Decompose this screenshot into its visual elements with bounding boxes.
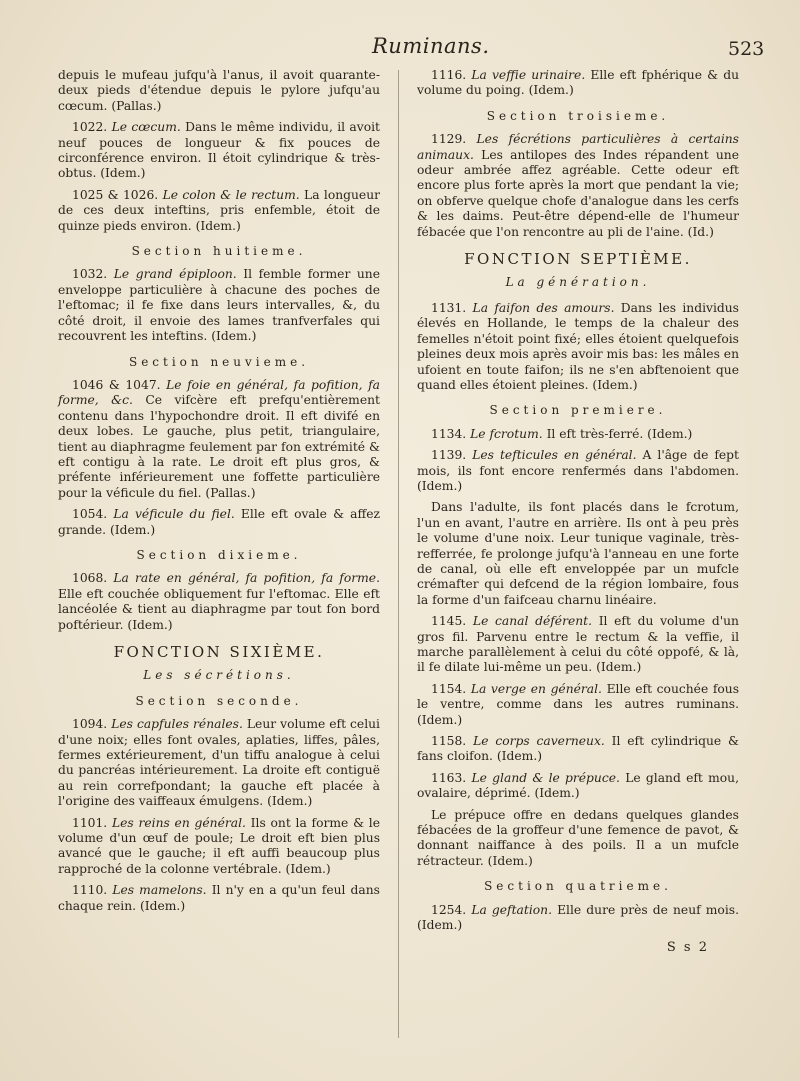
entry-title: La geftation. bbox=[471, 902, 552, 917]
entry-1154 bbox=[417, 682, 739, 728]
left-column bbox=[58, 68, 380, 920]
entry-title: Le corps caverneux. bbox=[473, 734, 605, 749]
entry-title: Les tefticules en général. bbox=[472, 448, 637, 463]
entry-1134 bbox=[417, 427, 739, 442]
section-heading: Section huitieme. bbox=[131, 244, 307, 259]
entry-number: 1129. bbox=[431, 132, 467, 147]
entry-text: Elle eft couchée fous le ventre, comme dans les autres ruminans. (Idem.) bbox=[417, 681, 739, 727]
section-heading: Section neuvieme. bbox=[128, 354, 310, 369]
entry-text: Elle dure près de neuf mois. (Idem.) bbox=[417, 902, 739, 933]
entry-1094 bbox=[58, 717, 380, 809]
entry-title: La véficule du fiel. bbox=[113, 507, 235, 522]
entry-title: Le fcrotum. bbox=[470, 426, 543, 441]
entry-text: Il femble former une enveloppe particulière à chacune des poches de l'eftomac; il fe fixe dans leurs intervalles, &, du côté droit, il envoie des lames tranfverfales qui recouvrent les inteftins. (Idem.) bbox=[58, 267, 381, 344]
entry-title: Les mamelons. bbox=[112, 883, 207, 898]
entry-number: 1139. bbox=[431, 448, 467, 463]
entry-number: 1145. bbox=[431, 614, 467, 629]
entry-title: La verge en général. bbox=[470, 681, 602, 696]
entry-text: Il n'y en a qu'un feul dans chaque rein. (Idem.) bbox=[58, 883, 380, 913]
entry-number: 1022. bbox=[72, 120, 108, 135]
entry-text: Dans le même individu, il avoit neuf pouces de longueur & fix pouces de circonférence environ. Il étoit cylindrique & très-obtus. (Idem.) bbox=[58, 120, 380, 181]
entry-1032 bbox=[58, 267, 380, 344]
entry-text: Il eft du volume d'un gros fil. Parvenu entre le rectum & la veffie, il marche parallèlement à celui du côté oppofé, & là, il fe dilate lui-même un peu. (Idem.) bbox=[417, 614, 739, 675]
running-head bbox=[0, 34, 800, 64]
entry-number: 1094. bbox=[72, 717, 108, 732]
entry-title: Le canal déférent. bbox=[472, 614, 593, 629]
entry-text: Les antilopes des Indes répandent une odeur ambrée affez agréable. Cette odeur eft encore plus forte après la mort que pendant la vie; on obferve quelque chofe d'analogue dans les cerfs & les daims. Peut-être dépend-elle de l'humeur fébacée que l'on rencontre au pli de l'aine. (Id.) bbox=[417, 147, 739, 239]
paragraph: depuis le mufeau jufqu'à l'anus, il avoit quarante-deux pieds d'étendue depuis le pylore jufqu'au cœcum. (Pallas.) bbox=[58, 68, 380, 113]
entry-text: Leur volume eft celui d'une noix; elles font ovales, aplaties, liffes, pâles, fermes extérieurement, d'un tiffu analogue à celui du pancréas intérieurement. La droite eft contiguë au rein correfpondant; la gauche eft placée à l'origine des vaiffeaux émulgens. (Idem.) bbox=[58, 717, 380, 809]
entry-title: La faifon des amours. bbox=[472, 300, 615, 315]
entry-number: 1163. bbox=[431, 770, 467, 785]
entry-number: 1101. bbox=[72, 815, 108, 830]
entry-number: 1134. bbox=[431, 426, 467, 441]
section-heading: Section dixieme. bbox=[136, 547, 302, 562]
entry-title: Le colon & le rectum. bbox=[162, 187, 300, 202]
entry-title: Le cœcum. bbox=[111, 120, 181, 135]
entry-text: La longueur de ces deux inteftins, pris enfemble, étoit de quinze pieds environ. (Idem.) bbox=[58, 187, 381, 233]
entry-text: Elle eft fphérique & du volume du poing. (Idem.) bbox=[417, 68, 739, 98]
entry-text: Le gland eft mou, ovalaire, déprimé. (Idem.) bbox=[417, 770, 739, 801]
entry-text: Il eft cylindrique & fans cloifon. (Idem.) bbox=[417, 734, 739, 764]
column-divider bbox=[398, 70, 399, 1038]
signature-mark: S s 2 bbox=[666, 939, 709, 955]
entry-1022 bbox=[58, 120, 380, 182]
entry-title: Le gland & le prépuce. bbox=[471, 770, 620, 785]
entry-number: 1068. bbox=[72, 571, 108, 586]
entry-1131 bbox=[417, 301, 739, 393]
entry-title: Le grand épiploon. bbox=[113, 267, 237, 282]
entry-1163 bbox=[417, 771, 739, 802]
entry-1110 bbox=[58, 883, 380, 914]
fonction-heading: FONCTION SEPTIÈME. bbox=[464, 250, 692, 269]
section-heading: Section troisieme. bbox=[486, 108, 670, 123]
fonction-heading: FONCTION SIXIÈME. bbox=[113, 643, 325, 661]
entry-1129 bbox=[417, 132, 739, 240]
entry-1101 bbox=[58, 816, 380, 878]
running-title: Ruminans. bbox=[372, 34, 490, 58]
page-number: 523 bbox=[728, 38, 765, 60]
entry-text: Elle eft ovale & affez grande. (Idem.) bbox=[58, 507, 380, 537]
entry-number: 1131. bbox=[431, 300, 467, 315]
entry-title: Les reins en général. bbox=[111, 815, 246, 830]
entry-text: Dans les individus élevés en Hollande, le temps de la chaleur des femelles n'étoit point fixé; elles étoient quelquefois pleines deux mois après avoir mis bas: les mâles en ufoient en toute faifon; ils ne s'en abftenoient que quand elles étoient pleines. (Idem.) bbox=[417, 300, 739, 392]
entry-title: Le foie en général, fa pofition, fa forme, &c. bbox=[58, 377, 380, 408]
entry-title: La rate en général, fa pofition, fa forme. bbox=[113, 571, 380, 586]
subheading: Les sécrétions. bbox=[143, 668, 295, 683]
entry-1158 bbox=[417, 734, 739, 765]
entry-1145 bbox=[417, 614, 739, 676]
entry-text: Il eft très-ferré. (Idem.) bbox=[542, 426, 693, 441]
entry-1116 bbox=[417, 68, 739, 99]
paragraph: Le prépuce offre en dedans quelques glandes fébacées de la groffeur d'une femence de pavot, & donnant naiffance à des poils. Il a un mufcle rétracteur. (Idem.) bbox=[417, 807, 739, 868]
entry-1054 bbox=[58, 507, 380, 538]
entry-number: 1154. bbox=[431, 681, 467, 696]
section-heading: Section quatrieme. bbox=[484, 879, 672, 894]
entry-text: Ce vifcère eft prefqu'entièrement contenu dans l'hypochondre droit. Il eft divifé en deux lobes. Le gauche, plus petit, triangulaire, tient au diaphragme feulement par fon extrémité & eft contigu à la rate. Le droit eft plus gros, & préfente inférieurement une foffette particulière pour la véficule du fiel. (Pallas.) bbox=[58, 393, 380, 500]
entry-title: Les capfules rénales. bbox=[111, 717, 243, 732]
subheading: La génération. bbox=[505, 275, 651, 290]
entry-1046 bbox=[58, 378, 380, 501]
entry-number: 1032. bbox=[72, 267, 108, 282]
entry-title: Les fécrétions particulières à certains animaux. bbox=[417, 132, 739, 162]
entry-title: La veffie urinaire. bbox=[471, 68, 586, 82]
entry-1068 bbox=[58, 571, 380, 633]
entry-number: 1054. bbox=[72, 507, 108, 522]
right-column bbox=[417, 68, 739, 955]
entry-number: 1158. bbox=[431, 734, 467, 749]
entry-number: 1025 & 1026. bbox=[72, 187, 159, 202]
section-heading: Section premiere. bbox=[489, 403, 667, 418]
entry-number: 1110. bbox=[72, 883, 108, 898]
entry-1139 bbox=[417, 448, 739, 494]
paragraph: Dans l'adulte, ils font placés dans le fcrotum, l'un en avant, l'autre en arrière. Ils ont à peu près le volume d'une noix. Leur tunique vaginale, très-refferrée, fe prolonge jufqu'à l'anneau en une forte de canal, où elle eft enveloppée par un mufcle crémafter qui defcend de la région lombaire, fous la forme d'un faifceau charnu linéaire. bbox=[417, 500, 739, 607]
entry-text: Elle eft couchée obliquement fur l'eftomac. Elle eft lancéolée & tient au diaphragme par tout fon bord poftérieur. (Idem.) bbox=[58, 586, 380, 632]
entry-1254 bbox=[417, 903, 739, 934]
entry-number: 1254. bbox=[431, 902, 467, 917]
entry-number: 1046 & 1047. bbox=[72, 377, 161, 392]
entry-number: 1116. bbox=[431, 68, 467, 82]
section-heading: Section seconde. bbox=[135, 693, 303, 708]
entry-text: A l'âge de fept mois, ils font encore renfermés dans l'abdomen. (Idem.) bbox=[417, 448, 739, 493]
entry-1025 bbox=[58, 188, 380, 234]
entry-text: Ils ont la forme & le volume d'un œuf de poule; Le droit eft bien plus avancé que le gauche; il eft auffi beaucoup plus rapproché de la colonne vertébrale. (Idem.) bbox=[58, 815, 380, 876]
